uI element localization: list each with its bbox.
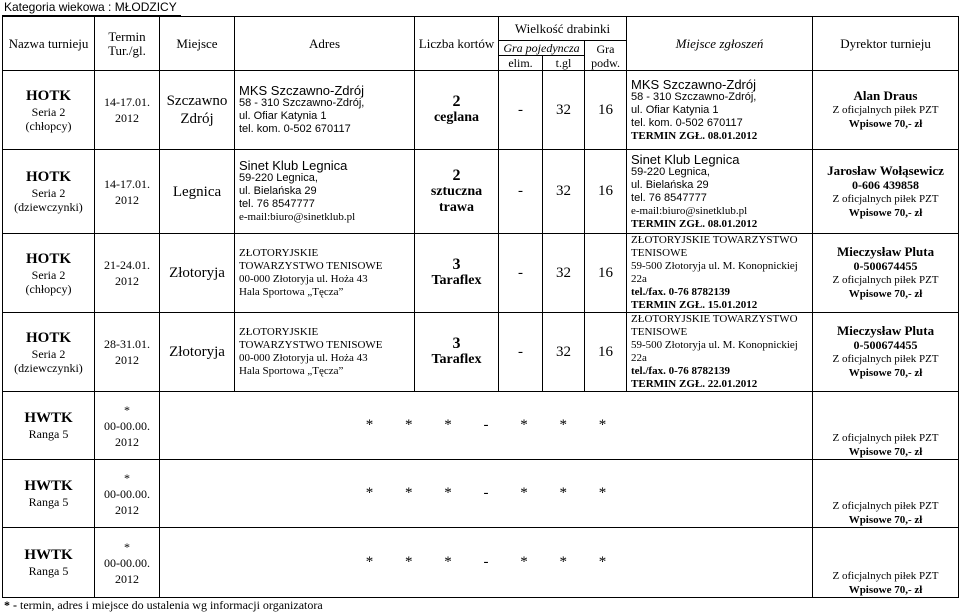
address-org: MKS Szczawno-Zdrój: [239, 83, 364, 98]
director-fee: Wpisowe 70,- zł: [848, 446, 923, 458]
tournament-rank: Ranga 5: [28, 495, 69, 509]
director-fee: Wpisowe 70,- zł: [848, 206, 923, 219]
table-row: [3, 528, 959, 598]
courts-surface: Taraflex: [431, 273, 482, 288]
courts-count: 3: [452, 256, 461, 273]
term-dates: 28-31.01.: [104, 337, 150, 351]
term-year: 2012: [115, 434, 139, 449]
table-row: [3, 234, 959, 313]
tournament-series: Seria 2: [31, 346, 66, 361]
draw-tgl: 32: [543, 71, 585, 150]
header-elim: elim.: [499, 56, 543, 71]
registration-line: tel. kom. 0-502 670117: [631, 116, 743, 129]
director-phone: 0-500674455: [853, 259, 918, 273]
address-line: tel. kom. 0-502 670117: [239, 123, 351, 135]
place-line1: Legnica: [172, 183, 222, 200]
director-balls: Z oficjalnych piłek PZT: [832, 104, 939, 116]
director-balls: Z oficjalnych piłek PZT: [832, 570, 939, 582]
tournament-type: HWTK: [24, 547, 73, 563]
header-courts: Liczba kortów: [415, 17, 499, 71]
table-row: [3, 150, 959, 234]
header-doubles: Gra podw.: [585, 41, 627, 71]
draw-tgl: 32: [543, 150, 585, 234]
registration-phone: tel./fax. 0-76 8782139: [631, 286, 730, 298]
header-draw-size: Wielkość drabinki: [499, 17, 627, 41]
tournament-type: HOTK: [25, 329, 71, 346]
place-line1: Złotoryja: [169, 265, 225, 281]
header-tgl: t.gl: [543, 56, 585, 71]
tournament-rank: Ranga 5: [28, 564, 69, 578]
tournament-table: [2, 16, 959, 598]
place-line1: Złotoryja: [169, 344, 225, 360]
address-line: Hala Sportowa „Tęcza”: [239, 365, 344, 377]
table-row: [3, 71, 959, 150]
address-line: ul. Bielańska 29: [239, 185, 317, 197]
draw-elim: -: [499, 313, 543, 392]
placeholder-stars: * * * - * * *: [160, 528, 813, 598]
registration-org: TENISOWE: [631, 326, 688, 338]
address-line: 00-000 Złotoryja ul. Hoża 43: [239, 352, 368, 364]
tournament-type: HWTK: [24, 478, 73, 494]
address-line: 59-220 Legnica,: [239, 172, 318, 184]
director-balls: Z oficjalnych piłek PZT: [832, 432, 939, 444]
tournament-group: (chłopcy): [25, 281, 72, 296]
courts-surface: sztuczna trawa: [430, 183, 483, 215]
term-year: 2012: [115, 502, 139, 517]
address-line: ul. Ofiar Katynia 1: [239, 110, 327, 122]
address-org: ZŁOTORYJSKIE: [239, 326, 319, 338]
registration-line: 59-220 Legnica,: [631, 165, 710, 178]
address-org: ZŁOTORYJSKIE: [239, 247, 319, 259]
table-row: [3, 313, 959, 392]
footnote: [4, 598, 323, 613]
term-dates: 00-00.00.: [104, 418, 150, 433]
registration-line: 58 - 310 Szczawno-Zdrój,: [631, 90, 757, 103]
registration-line: 59-500 Złotoryja ul. M. Konopnickiej 22a: [631, 339, 798, 364]
tournament-group: (dziewczynki): [14, 360, 83, 375]
director-name: Mieczysław Pluta: [836, 323, 935, 338]
placeholder-stars: * * * - * * *: [160, 460, 813, 528]
registration-line: tel. 76 8547777: [631, 191, 707, 204]
director-name: Alan Draus: [853, 88, 918, 103]
address-org: TOWARZYSTWO TENISOWE: [239, 339, 383, 351]
address-org: Sinet Klub Legnica: [239, 158, 348, 173]
term-dates: 00-00.00.: [104, 486, 150, 501]
director-fee: Wpisowe 70,- zł: [848, 288, 923, 300]
tournament-group: (dziewczynki): [14, 200, 83, 214]
tournament-type: HOTK: [25, 250, 71, 267]
draw-doubles: 16: [585, 313, 627, 392]
draw-elim: -: [499, 234, 543, 313]
tournament-group: (chłopcy): [25, 118, 72, 133]
header-director: Dyrektor turnieju: [813, 17, 959, 71]
term-dates: 14-17.01.: [104, 176, 150, 191]
address-line: Hala Sportowa „Tęcza”: [239, 286, 344, 298]
table-row: [3, 460, 959, 528]
director-name: Mieczysław Pluta: [836, 244, 935, 259]
courts-surface: ceglana: [433, 110, 480, 125]
draw-tgl: 32: [543, 313, 585, 392]
draw-doubles: 16: [585, 71, 627, 150]
term-dates: 21-24.01.: [104, 258, 150, 272]
tournament-type: HOTK: [25, 87, 71, 104]
registration-org: ZŁOTORYJSKIE TOWARZYSTWO: [631, 234, 798, 246]
header-address: Adres: [235, 17, 415, 71]
term-star: *: [124, 470, 130, 485]
registration-email: e-mail:biuro@sinetklub.pl: [631, 204, 748, 217]
header-registration: Miejsce zgłoszeń: [627, 17, 813, 71]
registration-line: 59-500 Złotoryja ul. M. Konopnickiej 22a: [631, 260, 798, 285]
director-phone: 0-606 439858: [852, 177, 920, 192]
registration-deadline: TERMIN ZGŁ. 22.01.2012: [631, 378, 758, 390]
tournament-type: HOTK: [25, 169, 71, 185]
director-fee: Wpisowe 70,- zł: [848, 514, 923, 526]
term-star: *: [124, 539, 130, 554]
term-dates: 00-00.00.: [104, 555, 150, 570]
registration-line: ul. Ofiar Katynia 1: [631, 103, 719, 116]
registration-org: TENISOWE: [631, 247, 688, 259]
term-year: 2012: [115, 274, 139, 288]
address-line: 00-000 Złotoryja ul. Hoża 43: [239, 273, 368, 285]
tournament-series: Seria 2: [31, 267, 66, 282]
term-year: 2012: [115, 353, 139, 367]
registration-phone: tel./fax. 0-76 8782139: [631, 365, 730, 377]
tournament-series: Seria 2: [31, 186, 66, 200]
director-fee: Wpisowe 70,- zł: [848, 367, 923, 379]
director-fee: Wpisowe 70,- zł: [848, 584, 923, 596]
category-title: Kategoria wiekowa : MŁODZICY: [2, 0, 181, 16]
registration-deadline: TERMIN ZGŁ. 08.01.2012: [631, 129, 758, 142]
term-star: *: [124, 402, 130, 417]
footnote-mark: * -: [4, 598, 17, 612]
header-term: Termin Tur./gl.: [95, 17, 160, 71]
registration-deadline: TERMIN ZGŁ. 15.01.2012: [631, 299, 758, 311]
header-name: Nazwa turnieju: [3, 17, 95, 71]
table-row: [3, 392, 959, 460]
registration-org: MKS Szczawno-Zdrój: [631, 76, 756, 92]
draw-doubles: 16: [585, 234, 627, 313]
header-singles: Gra pojedyncza: [499, 41, 585, 56]
courts-count: 2: [452, 93, 461, 110]
term-year: 2012: [115, 192, 139, 207]
director-fee: Wpisowe 70,- zł: [848, 118, 923, 130]
director-name: Jarosław Wołąsewicz: [827, 162, 944, 178]
registration-line: ul. Bielańska 29: [631, 178, 709, 191]
address-email: e-mail:biuro@sinetklub.pl: [239, 211, 356, 223]
term-dates: 14-17.01.: [104, 95, 150, 109]
address-line: tel. 76 8547777: [239, 198, 315, 210]
tournament-type: HWTK: [24, 410, 73, 426]
address-org: TOWARZYSTWO TENISOWE: [239, 260, 383, 272]
draw-elim: -: [499, 71, 543, 150]
director-balls: Z oficjalnych piłek PZT: [832, 192, 939, 205]
draw-doubles: 16: [585, 150, 627, 234]
draw-tgl: 32: [543, 234, 585, 313]
courts-surface: Taraflex: [431, 352, 482, 367]
courts-count: 3: [452, 335, 461, 352]
term-year: 2012: [115, 571, 139, 586]
tournament-rank: Ranga 5: [28, 427, 69, 441]
place-line1: Szczawno: [166, 93, 228, 109]
placeholder-stars: * * * - * * *: [160, 392, 813, 460]
director-balls: Z oficjalnych piłek PZT: [832, 500, 939, 512]
registration-deadline: TERMIN ZGŁ. 08.01.2012: [631, 217, 758, 230]
place-line2: Zdrój: [180, 111, 214, 127]
tournament-series: Seria 2: [31, 104, 66, 119]
term-year: 2012: [115, 111, 139, 125]
registration-org: Sinet Klub Legnica: [631, 151, 740, 167]
header-place: Miejsce: [160, 17, 235, 71]
director-balls: Z oficjalnych piłek PZT: [832, 274, 939, 286]
footnote-text: termin, adres i miejsce do ustalenia wg informacji organizatora: [17, 598, 323, 612]
draw-elim: -: [499, 150, 543, 234]
director-phone: 0-500674455: [853, 338, 918, 352]
director-balls: Z oficjalnych piłek PZT: [832, 353, 939, 365]
registration-org: ZŁOTORYJSKIE TOWARZYSTWO: [631, 313, 798, 325]
courts-count: 2: [452, 166, 461, 184]
address-line: 58 - 310 Szczawno-Zdrój,: [239, 97, 365, 109]
